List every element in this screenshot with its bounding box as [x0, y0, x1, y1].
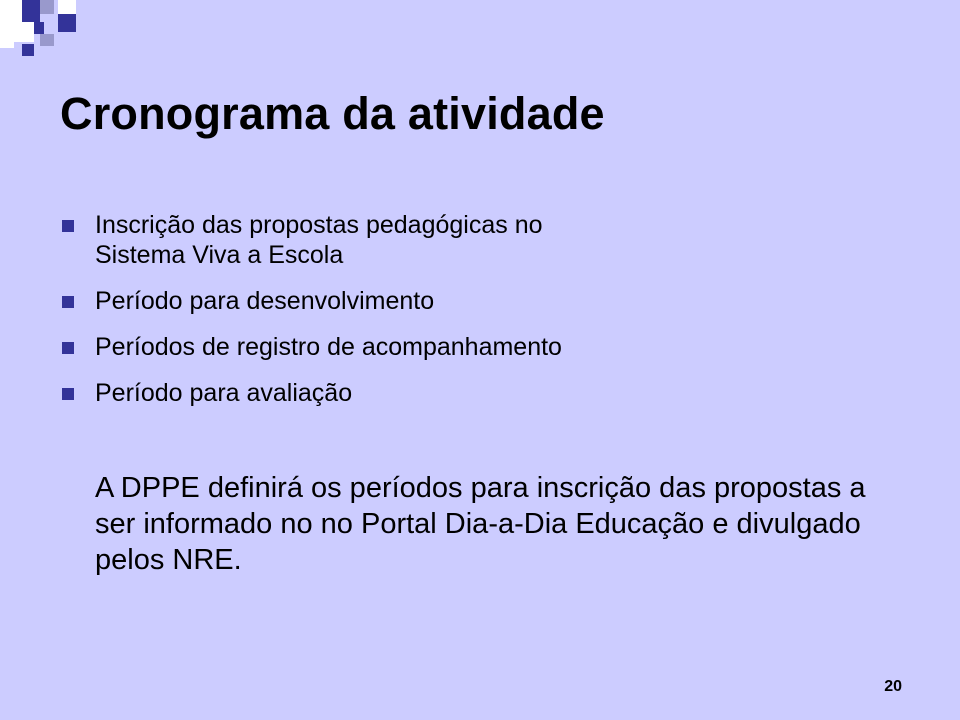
bullet-text: Período para desenvolvimento [95, 287, 435, 315]
deco-square [0, 0, 22, 22]
deco-square [0, 22, 14, 48]
slide-title: Cronograma da atividade [60, 88, 605, 139]
bullet-text: Período para avaliação [95, 379, 353, 407]
deco-square [22, 0, 40, 22]
deco-square [34, 22, 44, 34]
bullet-text: Períodos de registro de acompanhamento [95, 333, 562, 361]
bullet-list [62, 210, 882, 424]
square-bullet-icon [62, 342, 74, 354]
square-bullet-icon [62, 388, 74, 400]
page-number: 20 [884, 678, 902, 695]
square-bullet-icon [62, 220, 74, 232]
deco-square [14, 22, 34, 42]
deco-square [40, 34, 54, 46]
square-bullet-icon [62, 296, 74, 308]
note-paragraph: A DPPE definirá os períodos para inscrição das propostas a ser informado no no Portal Dia-a-Dia Educação e divulgado pelos NRE. [95, 472, 866, 576]
bullet-item [62, 332, 882, 362]
bullet-text: Inscrição das propostas pedagógicas no Sistema Viva a Escola [95, 211, 543, 269]
deco-square [40, 0, 54, 14]
deco-square [58, 0, 76, 14]
bullet-item [62, 286, 882, 316]
bullet-item [62, 210, 882, 270]
bullet-item [62, 378, 882, 408]
deco-square [58, 14, 76, 32]
deco-square [22, 44, 34, 56]
